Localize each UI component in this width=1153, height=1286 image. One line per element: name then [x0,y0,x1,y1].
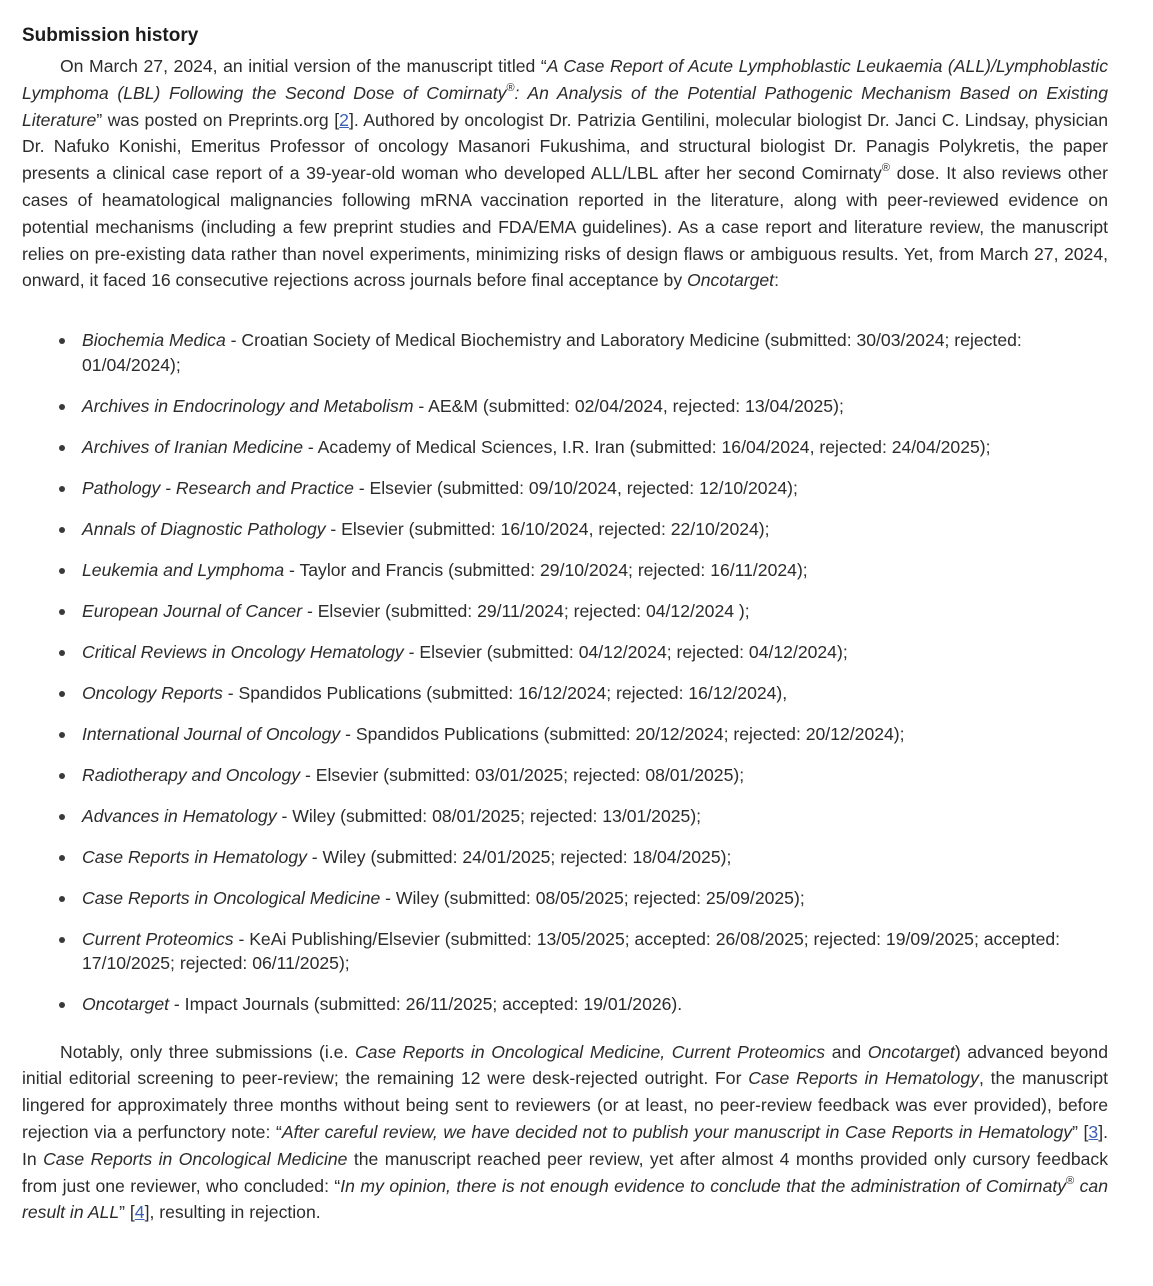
journal-details: - KeAi Publishing/Elsevier (submitted: 13/05/2025; accepted: 26/08/2025; rejected: 19/09/2025; accepted: 17/10/2025; rejected: 06/11/2025); [82,928,1061,974]
list-item [82,599,1108,624]
reviewer-quote: In my opinion, there is not enough evidence to conclude that the administration of Comirnaty [340,1175,1067,1196]
journal-details: - Croatian Society of Medical Biochemistry and Laboratory Medicine (submitted: 30/03/2024; rejected: 01/04/2024); [82,330,1022,375]
conclusion-text: ], resulting in rejection. [144,1202,321,1223]
journal-name-oncotarget: Oncotarget [687,270,775,291]
journal-details: - Wiley (submitted: 08/01/2025; rejected: 13/01/2025); [276,805,702,826]
intro-text-1: On March 27, 2024, an initial version of the manuscript titled “ [60,56,547,76]
conclusion-text: ) advanced beyond initial editorial screening to peer-review; the remaining 12 were desk-rejected outright. For [22,1041,1108,1089]
journal-name-case-reports-hematology: Case Reports in Hematology [748,1068,979,1089]
journal-name: Pathology - Research and Practice [82,477,354,498]
manuscript-title: A Case Report of Acute Lymphoblastic Leukaemia (ALL)/Lymphoblastic Lymphoma (LBL) Following the Second Dose of Comirnaty [22,56,1108,103]
journal-name: Oncotarget [82,994,170,1015]
list-item [82,476,1108,501]
journal-name: Biochemia Medica [82,330,226,351]
journal-name-case-reports-oncological: Case Reports in Oncological Medicine [43,1148,348,1169]
reviewer-quote-cont: can result in ALL [22,1175,1108,1223]
journal-details: - Wiley (submitted: 08/05/2025; rejected: 25/09/2025); [380,887,805,908]
list-item [82,394,1108,419]
list-item [82,886,1108,911]
conclusion-text: Notably, only three submissions (i.e. [60,1041,355,1062]
list-item [82,435,1108,460]
reference-link-2[interactable]: 2 [339,109,349,130]
journal-details: - Elsevier (submitted: 09/10/2024, rejected: 12/10/2024); [353,477,798,498]
intro-text-2: ” was posted on Preprints.org [ [96,109,340,130]
list-item [82,640,1108,665]
journal-details: - Wiley (submitted: 24/01/2025; rejected: 18/04/2025); [306,846,732,867]
journal-details: - Academy of Medical Sciences, I.R. Iran (submitted: 16/04/2024, rejected: 24/04/2025); [303,436,991,457]
rejection-quote: After careful review, we have decided not to publish your manuscript in Case Reports in Hematology [281,1122,1073,1143]
journal-submission-list [22,328,1108,1017]
list-item [82,558,1108,583]
journal-name: Case Reports in Hematology [82,846,307,867]
journal-name: Case Reports in Oncological Medicine [82,887,381,908]
conclusion-paragraph [22,1039,1108,1227]
journal-name: Critical Reviews in Oncology Hematology [82,641,404,662]
intro-paragraph [22,53,1108,294]
list-item [82,681,1108,706]
list-item [82,763,1108,788]
journal-name: Advances in Hematology [82,805,277,826]
journal-details: - Impact Journals (submitted: 26/11/2025; accepted: 19/01/2026). [169,994,683,1015]
journal-name: Leukemia and Lymphoma [82,559,285,580]
journal-name: Archives in Endocrinology and Metabolism [82,395,414,416]
list-item [82,804,1108,829]
manuscript-title-cont: : An Analysis of the Potential Pathogenic Mechanism Based on Existing Literature [22,82,1108,130]
conclusion-text: and [825,1041,868,1062]
conclusion-text: ” [ [1072,1122,1089,1143]
journal-details: - Elsevier (submitted: 04/12/2024; rejected: 04/12/2024); [403,641,848,662]
journal-name: International Journal of Oncology [82,723,341,744]
section-heading: Submission history [22,25,199,46]
journal-details: - Taylor and Francis (submitted: 29/10/2024; rejected: 16/11/2024); [284,559,808,580]
conclusion-text: , the manuscript lingered for approximately three months without being sent to reviewers (or at least, no peer-review feedback was ever provided), before rejection via a perfunctory note: “ [22,1068,1108,1143]
journal-name: Oncology Reports [82,682,223,703]
journal-name: European Journal of Cancer [82,600,303,621]
journal-details: - Spandidos Publications (submitted: 16/12/2024; rejected: 16/12/2024), [222,682,788,703]
journal-name: Annals of Diagnostic Pathology [82,518,326,539]
list-item [82,722,1108,747]
journal-name: Current Proteomics [82,928,234,949]
registered-mark: ® [881,162,890,175]
intro-text-5: : [774,270,779,291]
journal-name: Archives of Iranian Medicine [82,436,304,457]
journal-details: - Spandidos Publications (submitted: 20/12/2024; rejected: 20/12/2024); [340,723,905,744]
intro-text-3: ]. Authored by oncologist Dr. Patrizia Gentilini, molecular biologist Dr. Janci C. Lindsay, physician Dr. Nafuko Konishi, Emeritus Professor of oncology Masanori Fukushima, and structural biologist Dr. Panagis Polykretis, the paper presents a clinical case report of a 39-year-old woman who developed ALL/LBL after her second Comirnaty [22,109,1108,184]
list-item [82,845,1108,870]
list-item [82,927,1108,976]
journal-details: - Elsevier (submitted: 16/10/2024, rejected: 22/10/2024); [325,518,770,539]
reference-link-4[interactable]: 4 [134,1202,145,1223]
conclusion-text: ]. In [22,1122,1108,1169]
journal-name-oncotarget: Oncotarget [867,1041,955,1062]
intro-text-4: dose. It also reviews other cases of heamatological malignancies following mRNA vaccination reported in the literature, along with peer-reviewed evidence on potential mechanisms (including a few preprint studies and FDA/EMA guidelines). As a case report and literature review, the manuscript relies on pre-existing data rather than novel experiments, minimizing risks of design flaws or ambiguous results. Yet, from March 27, 2024, onward, it faced 16 consecutive rejections across journals before final acceptance by [22,163,1108,291]
journal-details: - Elsevier (submitted: 29/11/2024; rejected: 04/12/2024 ); [302,600,750,621]
list-item [82,328,1108,377]
conclusion-text: the manuscript reached peer review, yet after almost 4 months provided only cursory feedback from just one reviewer, who concluded: “ [22,1148,1109,1196]
list-item [82,992,1108,1017]
journal-names-italic: Case Reports in Oncological Medicine, Current Proteomics [354,1041,826,1062]
registered-mark: ® [1066,1174,1075,1187]
registered-mark: ® [506,81,515,94]
conclusion-text: ” [ [119,1202,135,1223]
list-item [82,517,1108,542]
journal-details: - AE&M (submitted: 02/04/2024, rejected: 13/04/2025); [413,395,844,416]
journal-details: - Elsevier (submitted: 03/01/2025; rejected: 08/01/2025); [300,764,745,785]
journal-name: Radiotherapy and Oncology [82,764,301,785]
reference-link-3[interactable]: 3 [1088,1122,1099,1143]
